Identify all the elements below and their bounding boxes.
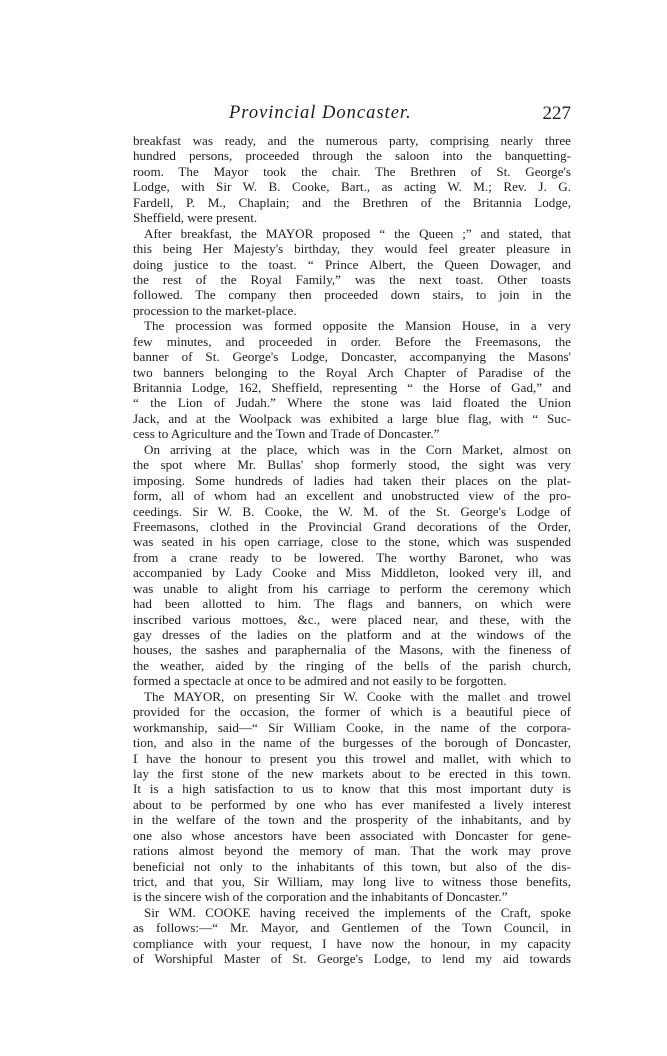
text-line: The procession was formed opposite the Mansion House, in a very (144, 318, 571, 334)
text-line: On arriving at the place, which was in the Corn Market, almost on (144, 441, 571, 457)
text-line: tion, and also in the name of the burgesses of the borough of Doncaster, (133, 735, 571, 751)
text-line: provided for the occasion, the former of which is a beautiful piece of (133, 704, 571, 720)
text-line: one also whose ancestors have been associated with Doncaster for gene- (133, 827, 571, 843)
text-line: was seated in his open carriage, close to the stone, which was suspended (133, 534, 571, 550)
text-line: form, all of whom had an excellent and unobstructed view of the pro- (133, 488, 571, 504)
text-line: lay the first stone of the new markets about to be erected in this town. (133, 765, 571, 781)
text-line: the weather, aided by the ringing of the bells of the parish church, (133, 657, 571, 673)
text-line: few minutes, and proceeded in order. Before the Freemasons, the (133, 333, 571, 349)
text-line: Jack, and at the Woolpack was exhibited a large blue flag, with “ Suc- (133, 410, 571, 426)
text-line: as follows:—“ Mr. Mayor, and Gentlemen of the Town Council, in (133, 920, 571, 936)
text-line: doing justice to the toast. “ Prince Albert, the Queen Dowager, and (133, 256, 571, 272)
text-line: Fardell, P. M., Chaplain; and the Brethren of the Britannia Lodge, (133, 194, 571, 210)
text-line: The MAYOR, on presenting Sir W. Cooke with the mallet and trowel (144, 688, 571, 704)
text-line: rations almost beyond the memory of man. That the work may prove (133, 843, 571, 859)
text-line: trict, and that you, Sir William, may long live to witness those benefits, (133, 874, 571, 889)
page-header (133, 103, 571, 127)
text-line: It is a high satisfaction to us to know that this most important duty is (133, 781, 571, 797)
text-line: procession to the market-place. (133, 302, 297, 318)
text-line: cess to Agriculture and the Town and Trade of Doncaster.” (133, 426, 440, 442)
text-line: inscribed various mottoes, &c., were placed near, and these, with the (133, 611, 571, 627)
text-line: formed a spectacle at once to be admired and not easily to be forgotten. (133, 673, 507, 689)
text-line: houses, the sashes and paraphernalia of the Masons, with the fineness of (133, 642, 571, 658)
running-title: Provincial Doncaster. (229, 103, 412, 123)
text-line: Sir WM. COOKE having received the implements of the Craft, spoke (144, 904, 571, 920)
text-line: beneficial not only to the inhabitants of this town, but also of the dis- (133, 858, 571, 874)
text-line: banner of St. George's Lodge, Doncaster, accompanying the Masons' (133, 349, 571, 365)
text-line: Freemasons, clothed in the Provincial Grand decorations of the Order, (133, 518, 571, 534)
text-line: followed. The company then proceeded down stairs, to join in the (133, 287, 571, 303)
text-line: the rest of the Royal Family,” was the next toast. Other toasts (133, 271, 571, 287)
text-line: Britannia Lodge, 162, Sheffield, representing “ the Horse of Gad,” and (133, 380, 571, 395)
text-line: compliance with your request, I have now the honour, in my capacity (133, 935, 571, 951)
text-line: I have the honour to present you this trowel and mallet, with which to (133, 750, 571, 766)
text-line: of Worshipful Master of St. George's Lodge, to lend my aid towards (133, 951, 571, 967)
text-line: about to be performed by one who has ever manifested a lively interest (133, 796, 571, 812)
body-text (133, 133, 571, 967)
text-line: in the welfare of the town and the prosperity of the inhabitants, and by (133, 812, 571, 828)
text-line: workmanship, said—“ Sir William Cooke, in the name of the corpora- (133, 719, 571, 735)
text-line: room. The Mayor took the chair. The Brethren of St. George's (133, 163, 571, 179)
text-line: hundred persons, proceeded through the saloon into the banquetting- (133, 148, 571, 164)
page-number: 227 (542, 103, 571, 124)
text-line: ceedings. Sir W. B. Cooke, the W. M. of the St. George's Lodge of (133, 503, 571, 519)
text-line: imposing. Some hundreds of ladies had taken their places on the plat- (133, 472, 571, 488)
text-line: Sheffield, were present. (133, 210, 258, 226)
text-line: is the sincere wish of the corporation and the inhabitants of Doncaster.” (133, 889, 508, 905)
text-line: had been allotted to him. The flags and banners, on which were (133, 596, 571, 612)
text-line: gay dresses of the ladies on the platform and at the windows of the (133, 627, 571, 642)
text-line: the spot where Mr. Bullas' shop formerly stood, the sight was very (133, 457, 571, 473)
text-line: accompanied by Lady Cooke and Miss Middleton, looked very ill, and (133, 565, 571, 581)
text-line: two banners belonging to the Royal Arch Chapter of Paradise of the (133, 364, 571, 380)
text-line: this being Her Majesty's birthday, they would feel greater pleasure in (133, 241, 571, 257)
text-line: “ the Lion of Judah.” Where the stone was laid floated the Union (133, 395, 571, 411)
text-line: After breakfast, the MAYOR proposed “ the Queen ;” and stated, that (144, 225, 571, 241)
text-line: from a crane ready to be lowered. The worthy Baronet, who was (133, 549, 571, 565)
text-line: Lodge, with Sir W. B. Cooke, Bart., as acting W. M.; Rev. J. G. (133, 179, 571, 195)
text-line: was unable to alight from his carriage to perform the ceremony which (133, 580, 571, 596)
text-line: breakfast was ready, and the numerous party, comprising nearly three (133, 133, 571, 148)
